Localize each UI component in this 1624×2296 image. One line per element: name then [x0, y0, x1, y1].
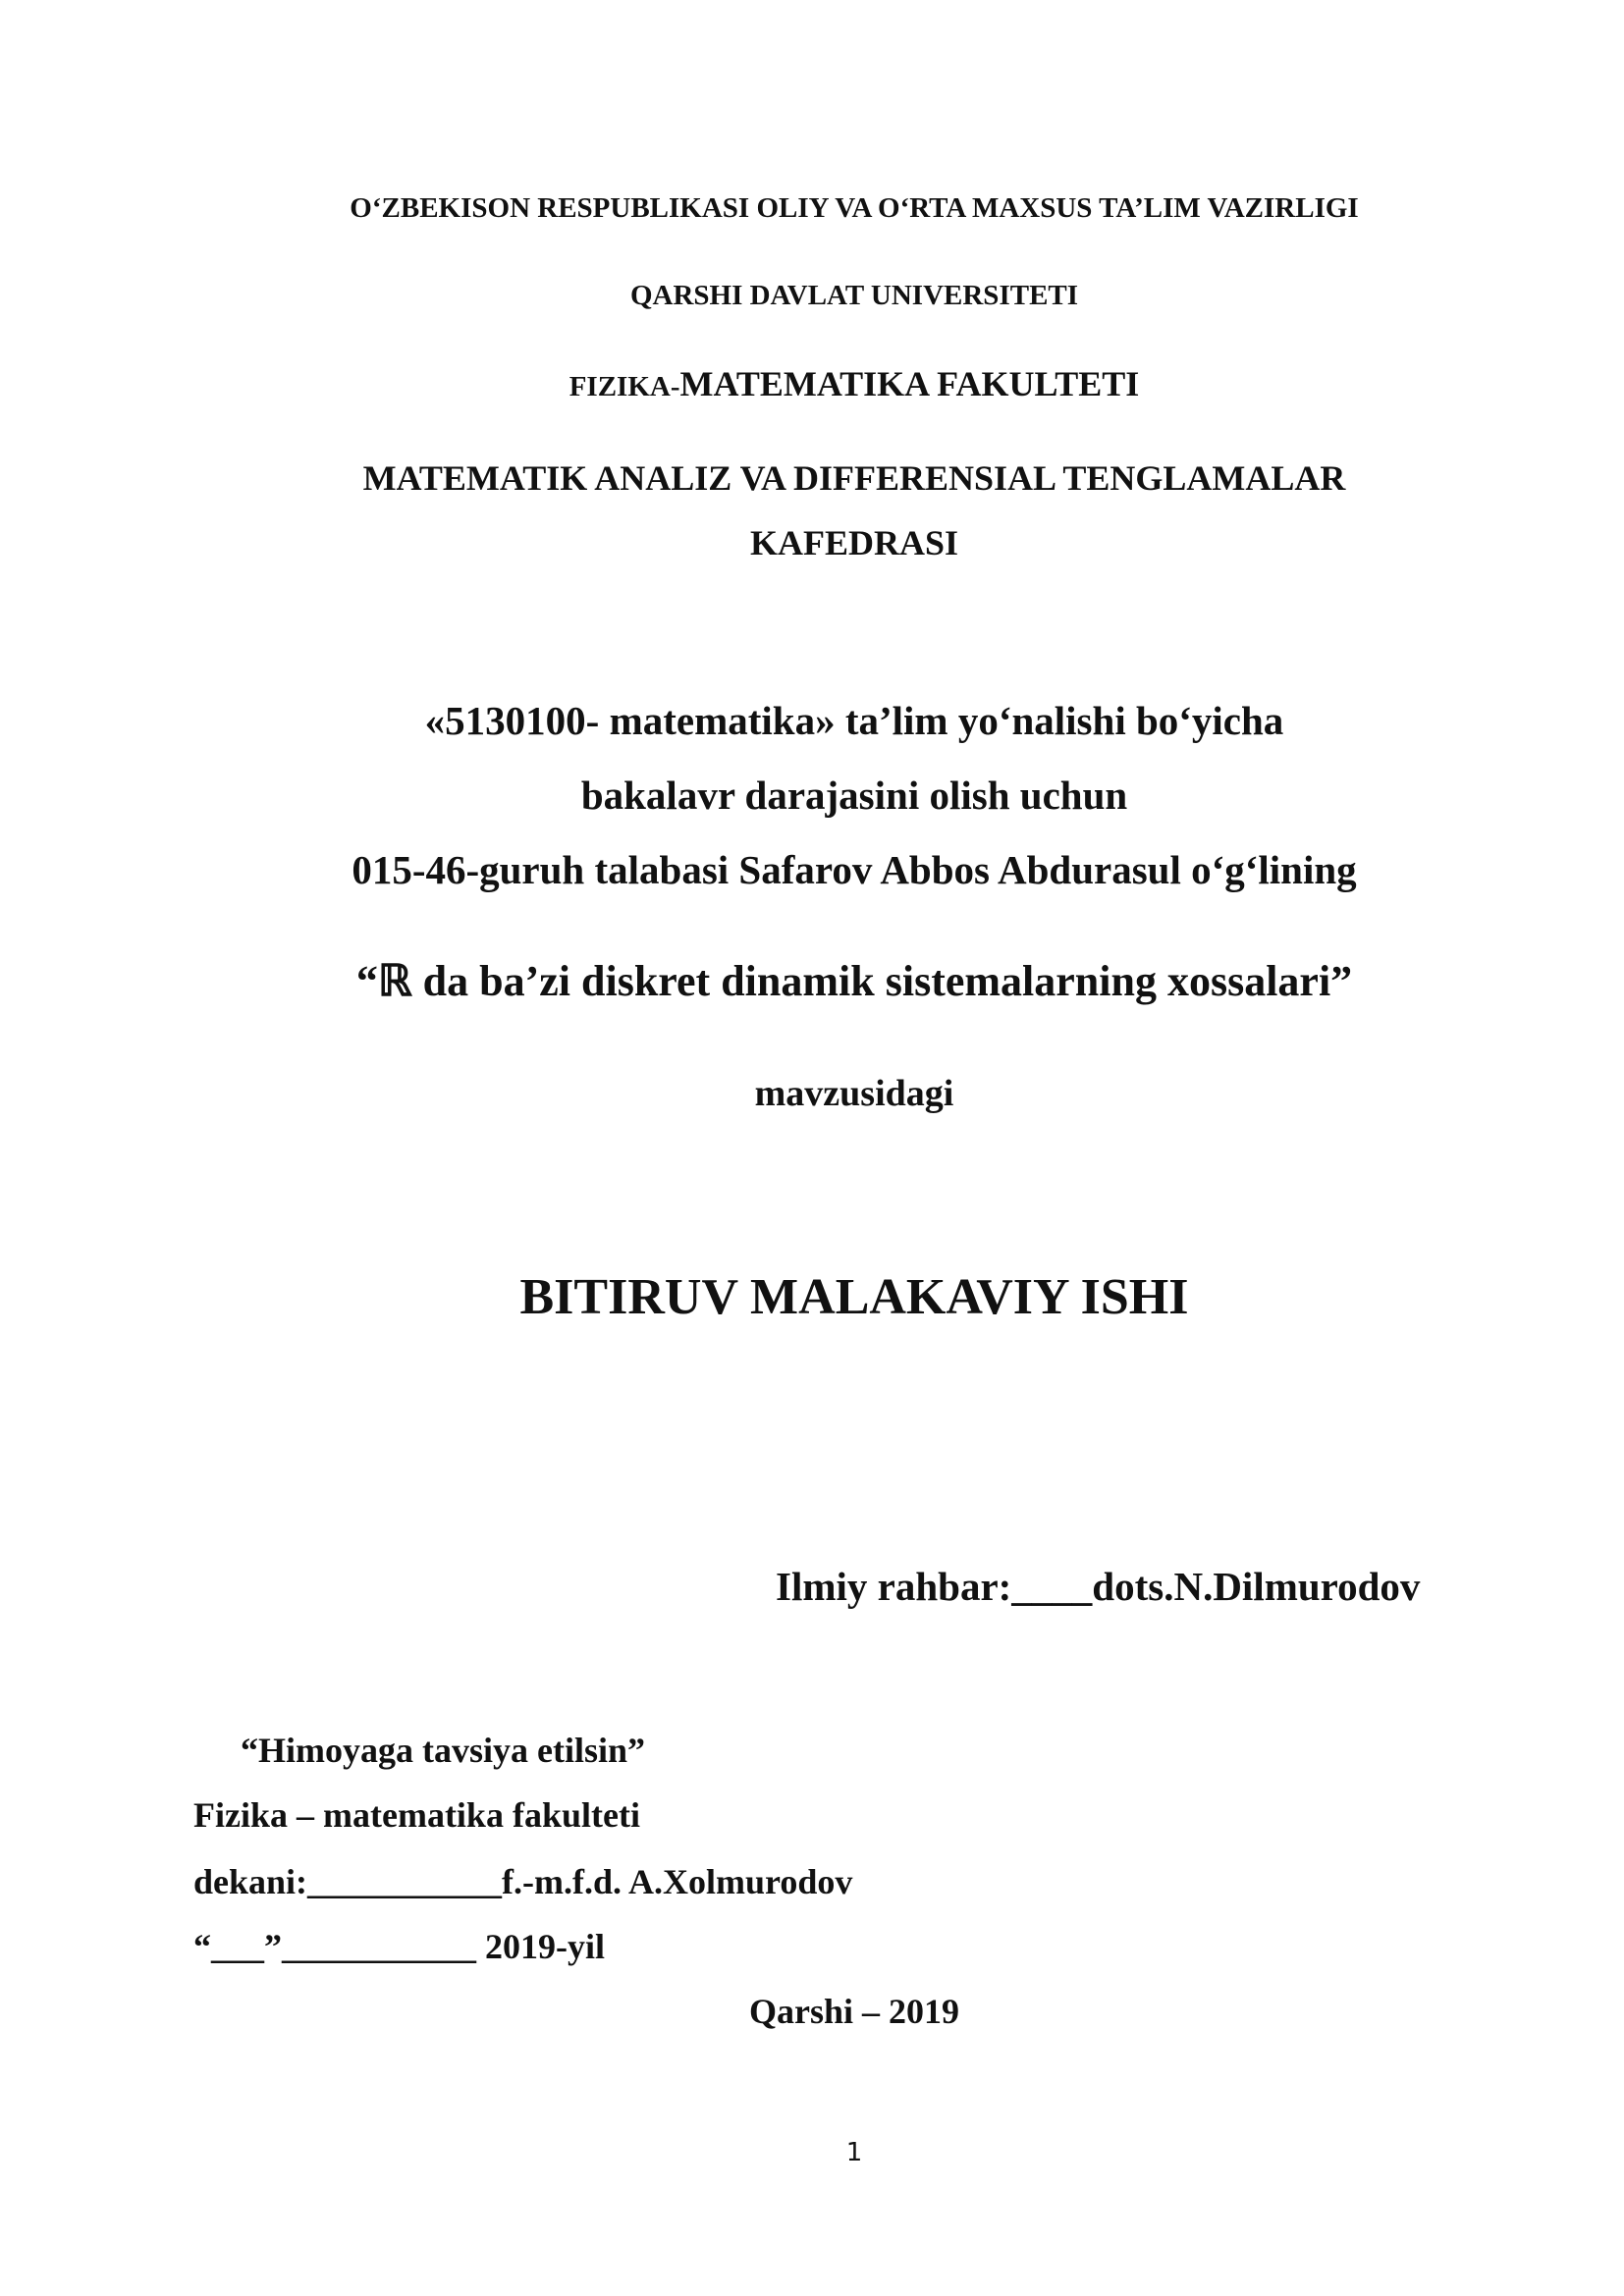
- faculty-heading: [0, 363, 1624, 404]
- topic-suffix: mavzusidagi: [754, 1073, 954, 1114]
- recommendation-date: “___”___________ 2019-yil: [193, 1927, 605, 1966]
- place-year: Qarshi – 2019: [748, 1992, 959, 2031]
- student-info-line3: 015-46-guruh talabasi Safarov Abbos Abdurasul o‘g‘lining: [352, 847, 1357, 892]
- recommendation-faculty: Fizika – matematika fakulteti: [193, 1795, 640, 1835]
- faculty-prefix: FIZIKA-: [568, 371, 680, 402]
- department-heading-line2: KAFEDRASI: [749, 523, 959, 562]
- student-info-line1: «5130100- matematika» ta’lim yo‘nalishi bo‘yicha: [424, 698, 1284, 743]
- student-info-line2: bakalavr darajasini olish uchun: [580, 773, 1128, 818]
- page-number: 1: [845, 2138, 863, 2167]
- recommendation-dean: dekani:___________f.-m.f.d. A.Xolmurodov: [193, 1862, 853, 1901]
- faculty-rest: MATEMATIKA FAKULTETI: [679, 364, 1140, 403]
- department-heading-line1: MATEMATIK ANALIZ VA DIFFERENSIAL TENGLAMALAR: [362, 458, 1346, 498]
- ministry-heading: O‘ZBEKISON RESPUBLIKASI OLIY VA O‘RTA MAXSUS TA’LIM VAZIRLIGI: [350, 192, 1359, 224]
- recommendation-quote: “Himoyaga tavsiya etilsin”: [241, 1731, 645, 1770]
- supervisor-line: Ilmiy rahbar:____dots.N.Dilmurodov: [776, 1564, 1421, 1609]
- thesis-topic: “ℝ da ba’zi diskret dinamik sistemalarning xossalari”: [355, 957, 1353, 1005]
- document-title: BITIRUV MALAKAVIY ISHI: [519, 1269, 1189, 1325]
- university-heading: QARSHI DAVLAT UNIVERSITETI: [629, 280, 1079, 311]
